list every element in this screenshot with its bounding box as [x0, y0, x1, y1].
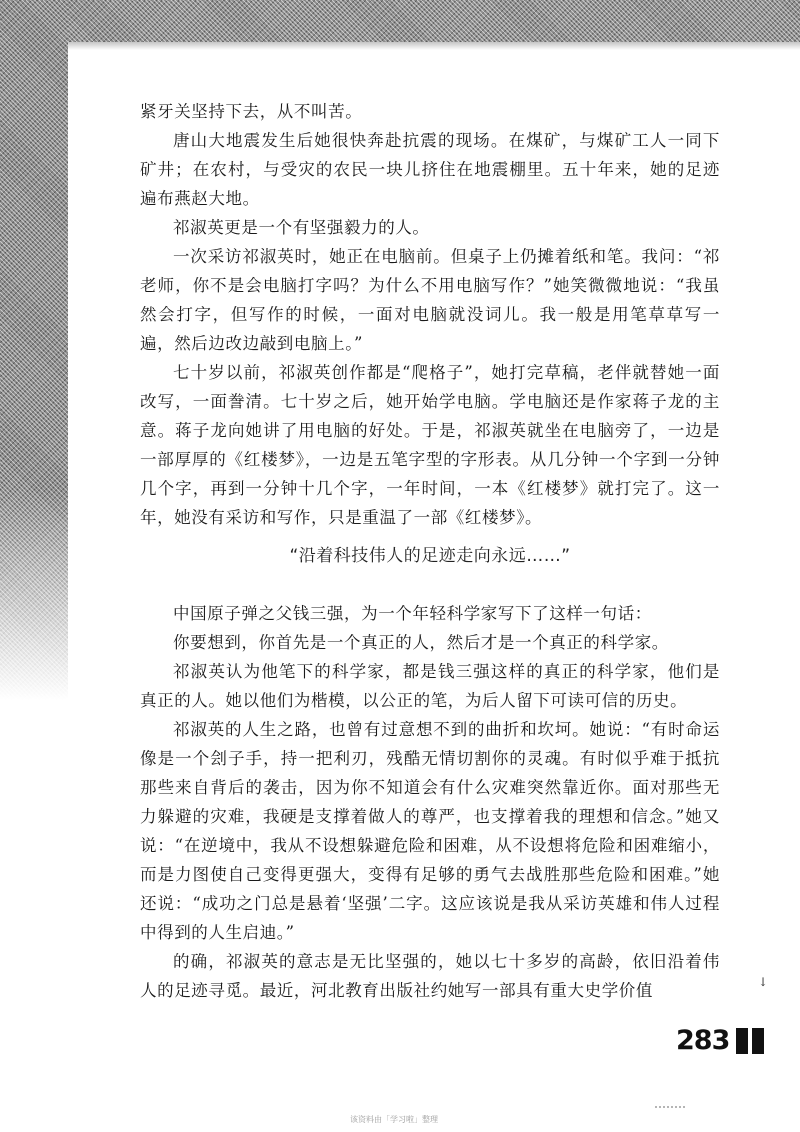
paragraph: 祁淑英认为他笔下的科学家，都是钱三强这样的真正的科学家，他们是真正的人。她以他们为楷模，以公正的笔，为后人留下可读可信的历史。 [140, 662, 720, 710]
scan-edge-top [0, 0, 800, 42]
paragraph: 唐山大地震发生后她很快奔赴抗震的现场。在煤矿，与煤矿工人一同下矿井；在农村，与受灾的农民一块儿挤住在地震棚里。五十年来，她的足迹遍布燕赵大地。 [140, 131, 720, 208]
body-text-before-heading [140, 97, 720, 532]
page-number-bar [736, 1028, 748, 1054]
paragraph: 中国原子弹之父钱三强，为一个年轻科学家写下了这样一句话： [173, 604, 652, 623]
scan-edge-left [0, 0, 68, 700]
paragraph: 一次采访祁淑英时，她正在电脑前。但桌子上仍摊着纸和笔。我问：“祁老师，你不是会电脑打字吗？为什么不用电脑写作？”她笑微微地说：“我虽然会打字，但写作的时候，一面对电脑就没词儿。我一般是用笔草草写一遍，然后边改边敲到电脑上。” [140, 247, 720, 353]
paragraph: 祁淑英的人生之路，也曾有过意想不到的曲折和坎坷。她说：“有时命运像是一个刽子手，持一把利刃，残酷无情切割你的灵魂。有时似乎难于抵抗那些来自背后的袭击，因为你不知道会有什么灾难突然靠近你。面对那些无力躲避的灾难，我硬是支撑着做人的尊严，也支撑着我的理想和信念。”她又说：“在逆境中，我从不设想躲避危险和困难，从不设想将危险和困难缩小，而是力图使自己变得更强大，变得有足够的勇气去战胜那些危险和困难。”她还说：“成功之门总是悬着‘坚强’二字。这应该说是我从采访英雄和伟人过程中得到的人生启迪。” [140, 720, 720, 942]
paragraph: 紧牙关坚持下去，从不叫苦。 [140, 102, 363, 121]
scan-edge-shadow [68, 42, 800, 50]
paragraph: 你要想到，你首先是一个真正的人，然后才是一个真正的科学家。 [173, 633, 669, 652]
paragraph: 祁淑英更是一个有坚强毅力的人。 [173, 218, 430, 237]
footer-dots [655, 1106, 685, 1108]
body-text-after-heading [140, 599, 720, 1005]
paragraph: 七十岁以前，祁淑英创作都是“爬格子”，她打完草稿，老伴就替她一面改写，一面誊清。七十岁之后，她开始学电脑。学电脑还是作家蒋子龙的主意。蒋子龙向她讲了用电脑的好处。于是，祁淑英就坐在电脑旁了，一边是一部厚厚的《红楼梦》，一边是五笔字型的字形表。从几分钟一个字到一分钟几个字，再到一分钟十几个字，一年时间，一本《红楼梦》就打完了。这一年，她没有采访和写作，只是重温了一部《红楼梦》。 [140, 363, 720, 527]
page-number-bar [752, 1028, 764, 1054]
footer-watermark: 该资料由「学习啦」整理 [350, 1115, 438, 1124]
paragraph: 的确，祁淑英的意志是无比坚强的，她以七十多岁的高龄，依旧沿着伟人的足迹寻觅。最近，河北教育出版社约她写一部具有重大史学价值 [140, 952, 720, 1000]
page-number: 283 [676, 1025, 730, 1056]
margin-mark: ↓ [758, 975, 769, 989]
section-heading: “沿着科技伟人的足迹走向永远……” [289, 546, 571, 566]
